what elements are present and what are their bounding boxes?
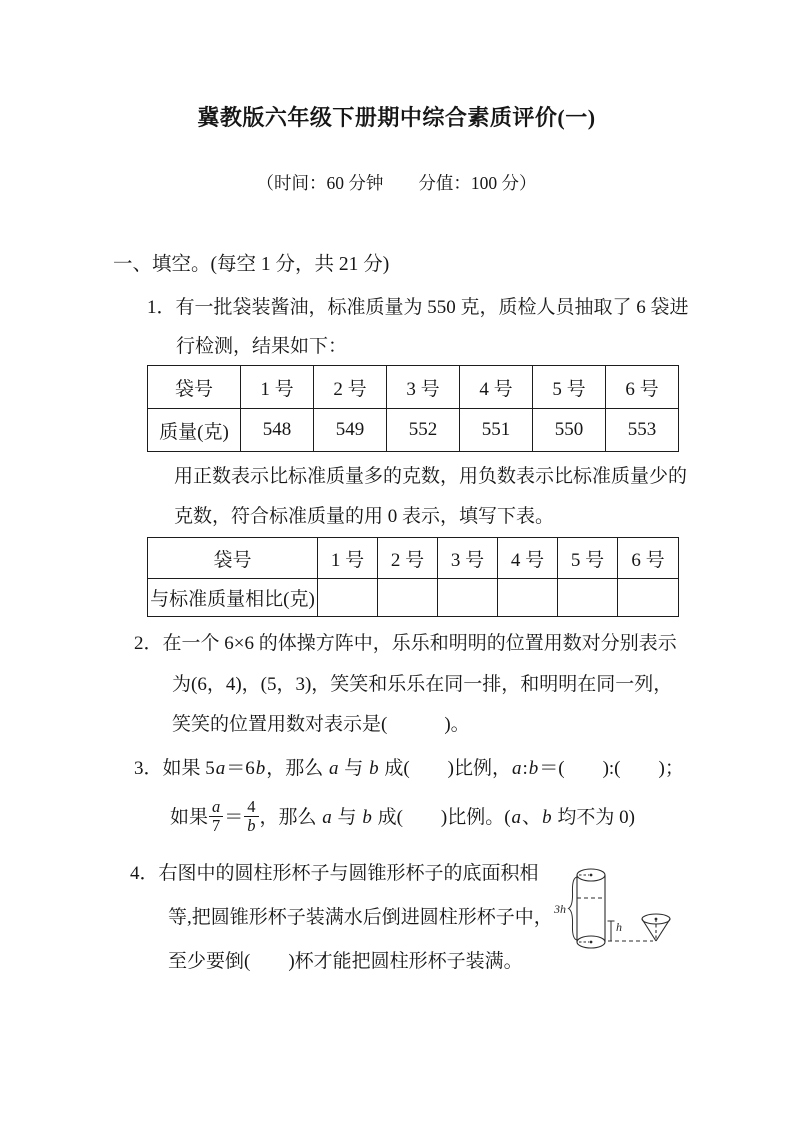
weight-table-header-cell: 4 号	[460, 366, 533, 409]
q3-text: ＝6	[226, 758, 255, 779]
q3-text: 与	[332, 807, 362, 828]
weight-row-label: 质量(克)	[148, 409, 241, 452]
comparison-table-header-cell: 6 号	[618, 538, 679, 579]
cylinder-height-brace	[569, 877, 578, 940]
fraction-numerator: 4	[247, 796, 256, 816]
weight-table-header-cell: 2 号	[314, 366, 387, 409]
q3-text: ＝	[224, 807, 244, 828]
question-1-note-line-1: 用正数表示比标准质量多的克数，用负数表示比标准质量少的	[174, 466, 688, 487]
question-4-line-1: 4．右图中的圆柱形杯子与圆锥形杯子的底面积相	[130, 863, 539, 884]
weight-value-cell: 553	[606, 409, 679, 452]
question-1-note-line-2: 克数，符合标准质量的用 0 表示，填写下表。	[174, 506, 555, 527]
fraction-denominator: b	[244, 816, 258, 835]
weight-table-header-cell: 6 号	[606, 366, 679, 409]
comparison-table-header-cell: 2 号	[378, 538, 438, 579]
weight-value-cell: 549	[314, 409, 387, 452]
comparison-table-header-cell: 3 号	[438, 538, 498, 579]
q3-text: ，那么	[259, 807, 322, 828]
variable-b: b	[528, 758, 539, 779]
q3-text: 成( )比例。(	[372, 807, 511, 828]
variable-b: b	[369, 758, 379, 779]
variable-a: a	[322, 807, 332, 828]
cone-height-marker	[608, 921, 615, 941]
cylinder-shape	[577, 869, 605, 948]
q3-text: :	[522, 758, 528, 779]
q3-text: 成( )比例，	[379, 758, 511, 779]
question-3-line-1	[134, 753, 684, 780]
comparison-table-blank-row	[148, 579, 679, 617]
question-2-line-1: 2．在一个 6×6 的体操方阵中，乐乐和明明的位置用数对分别表示	[134, 633, 677, 654]
weight-table-value-row	[148, 409, 679, 452]
variable-b: b	[542, 807, 552, 828]
sauce-weight-table	[147, 365, 679, 452]
cylinder-height-label: 3h	[554, 902, 566, 916]
fraction-a-over-7	[209, 798, 223, 836]
weight-value-cell: 550	[533, 409, 606, 452]
q3-text: ＝( ):( )；	[539, 758, 684, 779]
weight-table-header-cell: 1 号	[241, 366, 314, 409]
section-1-heading: 一、填空。(每空 1 分，共 21 分)	[113, 254, 390, 275]
fraction-4-over-b	[244, 798, 258, 836]
q3-text: ，那么	[266, 758, 329, 779]
comparison-table-header-cell: 5 号	[558, 538, 618, 579]
q3-text: 均不为 0)	[552, 807, 635, 828]
comparison-blank-cell	[558, 579, 618, 617]
weight-value-cell: 551	[460, 409, 533, 452]
variable-a: a	[329, 758, 339, 779]
question-4-line-2: 等,把圆锥形杯子装满水后倒进圆柱形杯子中，	[168, 907, 553, 928]
weight-table-header-cell: 5 号	[533, 366, 606, 409]
comparison-row-label: 与标准质量相比(克)	[148, 579, 318, 617]
variable-a: a	[215, 758, 226, 779]
comparison-blank-cell	[498, 579, 558, 617]
fraction-numerator: a	[212, 796, 221, 816]
weight-value-cell: 552	[387, 409, 460, 452]
q3-text: 如果	[170, 807, 209, 828]
comparison-blank-cell	[438, 579, 498, 617]
exam-meta-info: （时间：60 分钟 分值：100 分）	[256, 173, 537, 193]
comparison-blank-cell	[318, 579, 378, 617]
comparison-table-header-cell: 4 号	[498, 538, 558, 579]
comparison-table-header-cell: 1 号	[318, 538, 378, 579]
cone-shape	[642, 914, 670, 941]
question-3-line-2	[170, 790, 635, 846]
fraction-denominator: 7	[209, 816, 223, 835]
comparison-table-header-row	[148, 538, 679, 579]
variable-b: b	[255, 758, 266, 779]
weight-table-header-cell: 袋号	[148, 366, 241, 409]
question-1-line-1: 1．有一批袋装酱油，标准质量为 550 克，质检人员抽取了 6 袋进	[147, 297, 689, 318]
cone-height-label: h	[616, 920, 622, 934]
variable-b: b	[362, 807, 372, 828]
q3-text: 与	[339, 758, 369, 779]
cylinder-cone-diagram	[552, 856, 684, 960]
weight-table-header-cell: 3 号	[387, 366, 460, 409]
weight-table-header-row	[148, 366, 679, 409]
q3-text: 3．如果 5	[134, 758, 215, 779]
variable-a: a	[511, 758, 522, 779]
comparison-table-header-cell: 袋号	[148, 538, 318, 579]
page-title: 冀教版六年级下册期中综合素质评价(一)	[197, 105, 596, 130]
comparison-blank-cell	[378, 579, 438, 617]
question-2-line-3: 笑笑的位置用数对表示是( )。	[172, 714, 470, 735]
variable-a: a	[511, 807, 522, 828]
comparison-blank-cell	[618, 579, 679, 617]
question-1-line-2: 行检测，结果如下：	[176, 336, 348, 357]
comparison-fill-table	[147, 537, 679, 617]
weight-value-cell: 548	[241, 409, 314, 452]
question-4-line-3: 至少要倒( )杯才能把圆柱形杯子装满。	[168, 951, 523, 972]
question-2-line-2: 为(6，4)，(5，3)，笑笑和乐乐在同一排，和明明在同一列，	[172, 674, 673, 695]
q3-text: 、	[522, 807, 542, 828]
